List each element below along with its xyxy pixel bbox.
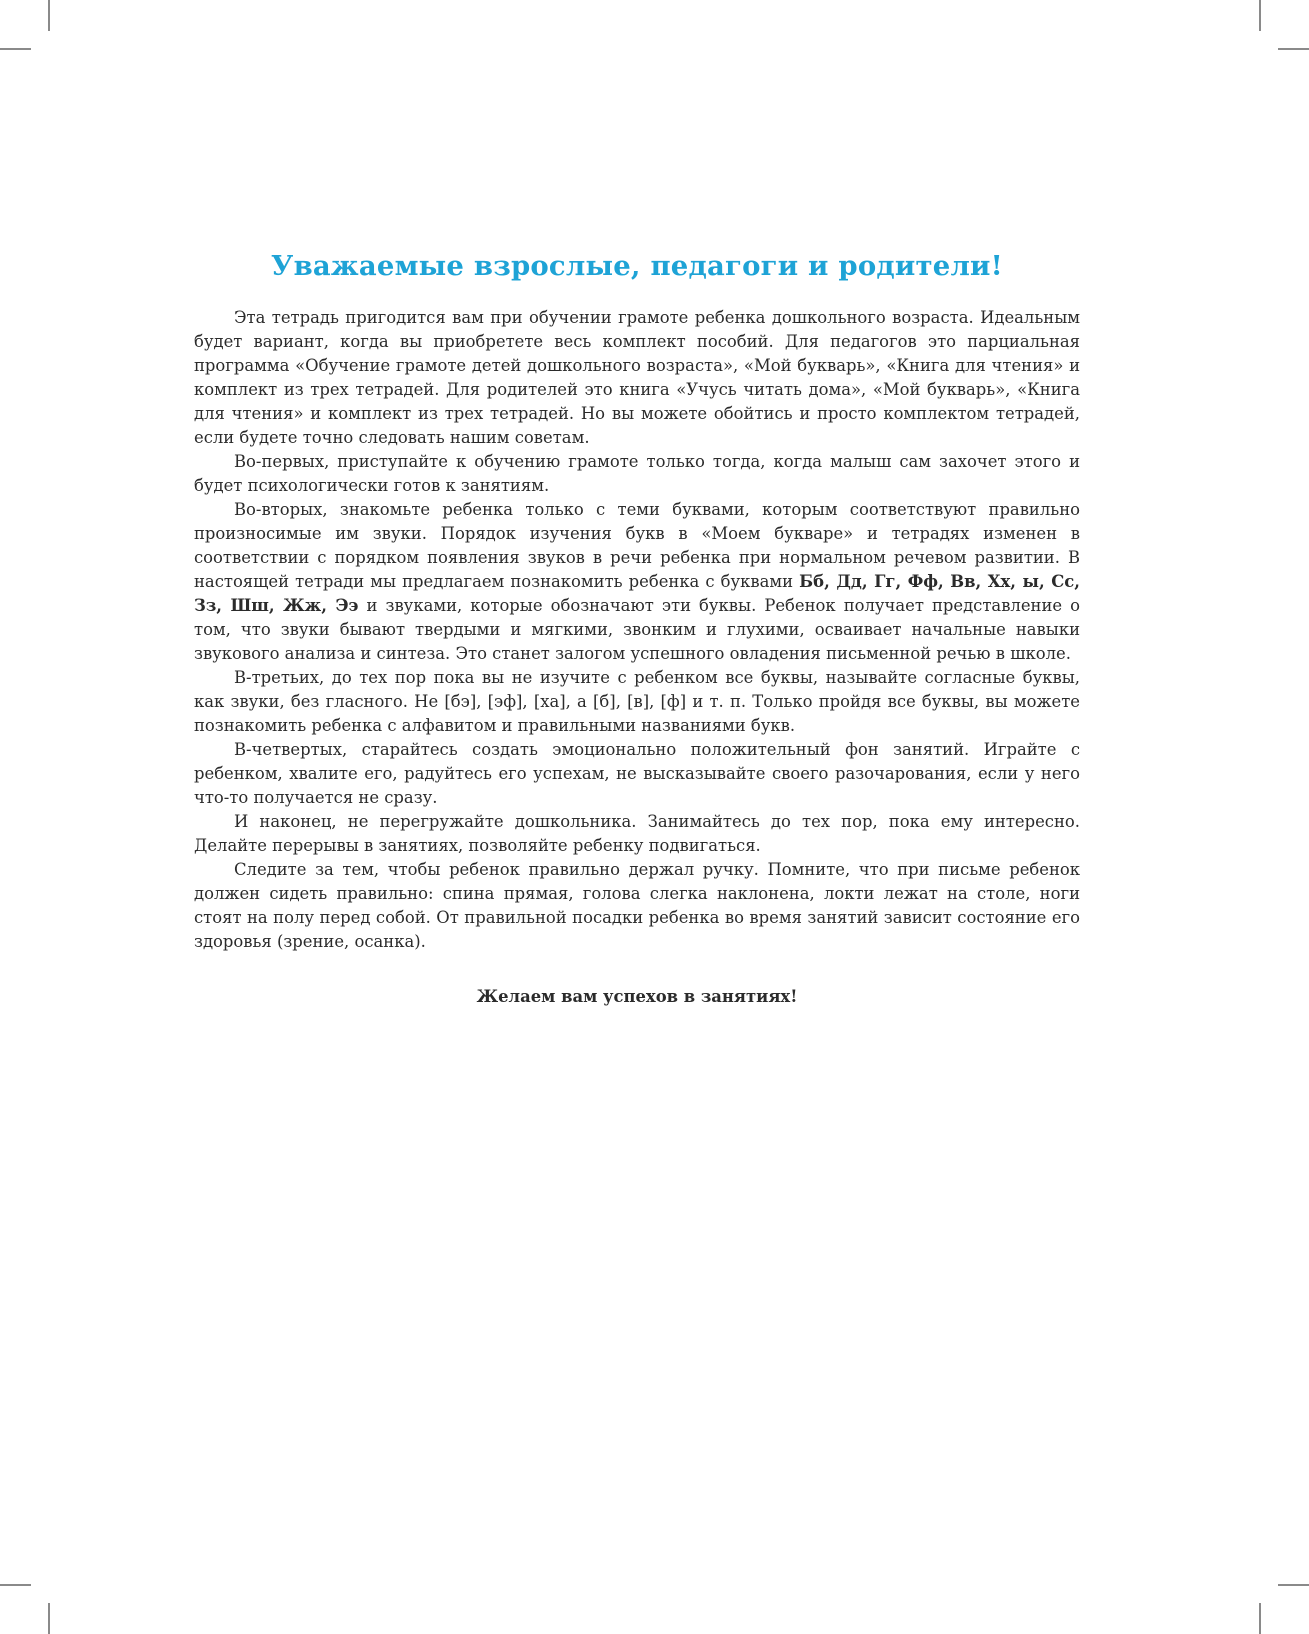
paragraph-first: Во-первых, приступайте к обучению грамоте только тогда, когда малыш сам захочет этого и будет психологически готов к занятиям.: [194, 452, 1080, 495]
paragraph-fourth: В-четвертых, старайтесь создать эмоционально положительный фон занятий. Играйте с ребенком, хвалите его, радуйтесь его успехам, не высказывайте своего разочарования, если у него что-то получается не сразу.: [194, 740, 1080, 807]
paragraph-second-end: и звуками, которые обозначают эти буквы. Ребенок получает представление о том, что звуки бывают твердыми и мягкими, звонким и глухими, осваивает начальные навыки звукового анализа и синтеза. Это станет залогом успешного овладения письменной речью в школе.: [194, 596, 1080, 663]
page-title: Уважаемые взрослые, педагоги и родители!: [271, 250, 1003, 282]
body-text: [194, 306, 1080, 954]
crop-mark-top-left-horizontal: [0, 48, 31, 50]
paragraph-second-start: Во-вторых, знакомьте ребенка только с теми буквами, которым соответствуют правильно произносимые им звуки. Порядок изучения букв в «Моем букваре» и тетрадях изменен в соответствии с порядком появления звуков в речи ребенка при нормальном речевом развитии. В настоящей тетради мы предлагаем познакомить ребенка с буквами: [194, 500, 1080, 591]
paragraph-posture: Следите за тем, чтобы ребенок правильно держал ручку. Помните, что при письме ребенок должен сидеть правильно: спина прямая, голова слегка наклонена, локти лежат на столе, ноги стоят на полу перед собой. От правильной посадки ребенка во время занятий зависит состояние его здоровья (зрение, осанка).: [194, 860, 1080, 951]
paragraph-intro: Эта тетрадь пригодится вам при обучении грамоте ребенка дошкольного возраста. Идеальным будет вариант, когда вы приобретете весь комплект пособий. Для педагогов это парциальная программа «Обучение грамоте детей дошкольного возраста», «Мой букварь», «Книга для чтения» и комплект из трех тетрадей. Для родителей это книга «Учусь читать дома», «Мой букварь», «Книга для чтения» и комплект из трех тетрадей. Но вы можете обойтись и просто комплектом тетрадей, если будете точно следовать нашим советам.: [194, 308, 1080, 447]
crop-mark-top-right-horizontal: [1278, 48, 1309, 50]
closing-wish: Желаем вам успехов в занятиях!: [476, 987, 798, 1006]
paragraph-finally: И наконец, не перегружайте дошкольника. Занимайтесь до тех пор, пока ему интересно. Делайте перерывы в занятиях, позволяйте ребенку подвигаться.: [194, 812, 1080, 855]
crop-mark-bottom-right-horizontal: [1278, 1584, 1309, 1586]
crop-mark-bottom-right-vertical: [1259, 1603, 1261, 1634]
page-content: [194, 250, 1080, 1006]
paragraph-second: [194, 498, 1080, 666]
crop-mark-top-right-vertical: [1259, 0, 1261, 31]
crop-mark-bottom-left-vertical: [48, 1603, 50, 1634]
bold-letters-list: Бб, Дд, Гг, Фф, Вв, Хх, ы, Сс, Зз, Шш, Жж, Ээ: [194, 572, 1080, 615]
crop-mark-bottom-left-horizontal: [0, 1584, 31, 1586]
crop-mark-top-left-vertical: [48, 0, 50, 31]
paragraph-third: В-третьих, до тех пор пока вы не изучите с ребенком все буквы, называйте согласные буквы, как звуки, без гласного. Не [бэ], [эф], [ха], а [б], [в], [ф] и т. п. Только пройдя все буквы, вы можете познакомить ребенка с алфавитом и правильными названиями букв.: [194, 668, 1080, 735]
